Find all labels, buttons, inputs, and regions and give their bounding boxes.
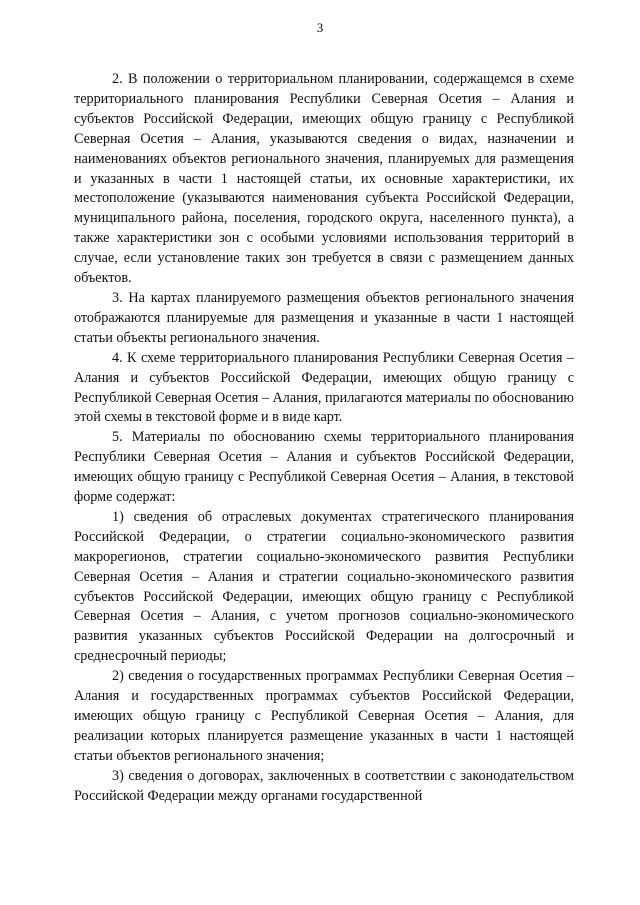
list-item-1: 1) сведения об отраслевых документах стратегического планирования Российской Федерации, о стратегии социально-экономического развития макрорегионов, стратегии социально-экономического развития Республики Северная Осетия – Алания и стратегии социально-экономического развития субъектов Российской Федерации, имеющих общую границу с Республикой Северная Осетия – Алания, с учетом прогнозов социально-экономического развития указанных субъектов Российской Федерации на долгосрочный и среднесрочный периоды; — [74, 508, 574, 665]
page-number: 3 — [316, 20, 324, 35]
list-item-3: 3) сведения о договорах, заключенных в соответствии с законодательством Российской Федерации между органами государственной — [74, 767, 574, 804]
paragraph-2: 2. В положении о территориальном планировании, содержащемся в схеме территориального планирования Республики Северная Осетия – Алания и субъектов Российской Федерации, имеющих общую границу с Республикой Северная Осетия – Алания, указываются сведения о видах, назначении и наименованиях объектов регионального значения, планируемых для размещения и указанных в части 1 настоящей статьи, их основные характеристики, их местоположение (указываются наименования субъекта Российской Федерации, муниципального района, поселения, городского округа, населенного пункта), а также характеристики зон с особыми условиями использования территорий в случае, если установление таких зон требуется в связи с размещением данных объектов. — [74, 71, 574, 287]
paragraph-5: 5. Материалы по обоснованию схемы территориального планирования Республики Северная Осетия – Алания и субъектов Российской Федерации, имеющих общую границу с Республикой Северная Осетия – Алания, в текстовой форме содержат: — [74, 429, 574, 506]
paragraph-4: 4. К схеме территориального планирования Республики Северная Осетия – Алания и субъектов Российской Федерации, имеющих общую границу с Республикой Северная Осетия – Алания, прилагаются материалы по обоснованию этой схемы в текстовой форме и в виде карт. — [74, 349, 575, 426]
document-body — [74, 70, 574, 807]
list-item-2: 2) сведения о государственных программах Республики Северная Осетия – Алания и государственных программах субъектов Российской Федерации, имеющих общую границу с Республикой Северная Осетия – Алания, для реализации которых планируется размещение указанных в части 1 настоящей статьи объектов регионального значения; — [74, 668, 574, 764]
paragraph-3: 3. На картах планируемого размещения объектов регионального значения отображаются планируемые для размещения и указанные в части 1 настоящей статьи объекты регионального значения. — [74, 289, 574, 346]
